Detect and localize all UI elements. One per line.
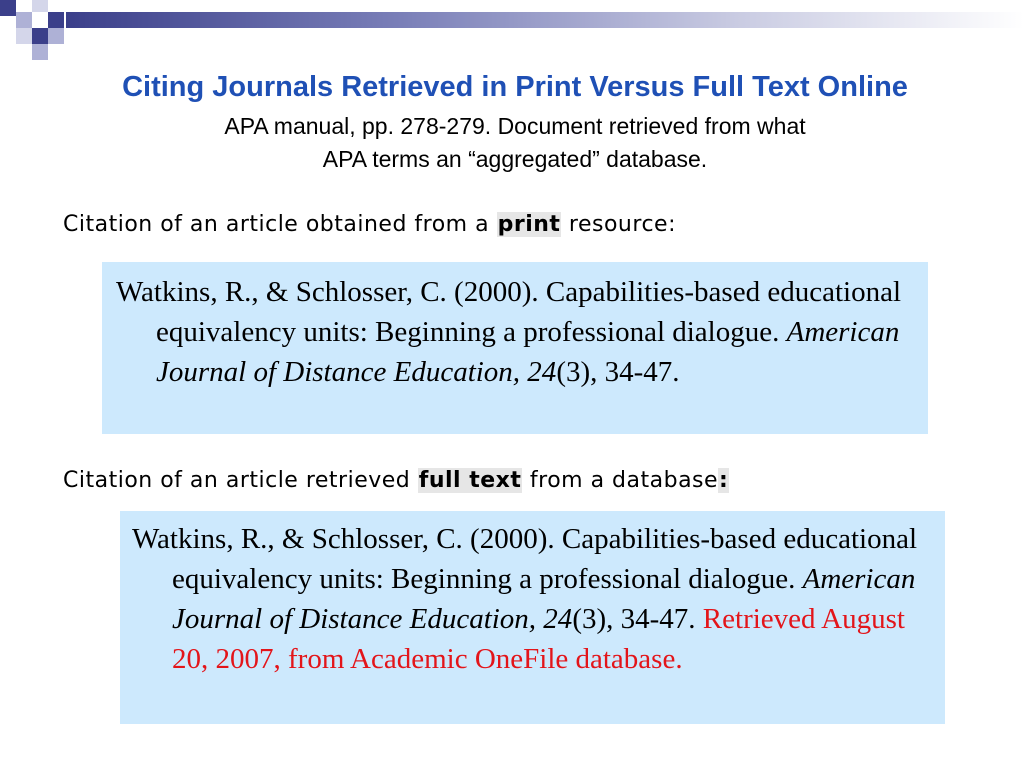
print-label-before: Citation of an article obtained from a (63, 212, 497, 237)
print-section-label (63, 212, 676, 237)
print-citation-issue-pages: (3), 34-47. (556, 356, 680, 388)
header-decoration (0, 0, 1024, 70)
fulltext-citation-retrieval: Retrieved August 20, 2007, from Academic OneFile database. (172, 603, 905, 675)
slide-subtitle (0, 110, 1024, 176)
deco-square (32, 0, 48, 12)
fulltext-label-emphasis: full text (418, 468, 522, 493)
print-citation-journal: American Journal of Distance Education, 24 (156, 316, 900, 388)
fulltext-label-after: from a database (522, 468, 719, 493)
header-bar (66, 12, 1024, 28)
deco-square (16, 28, 32, 44)
print-citation-box (102, 262, 928, 434)
print-label-emphasis: print (497, 212, 561, 237)
fulltext-label-before: Citation of an article retrieved (63, 468, 418, 493)
print-citation-authors-title: Watkins, R., & Schlosser, C. (2000). Capabilities-based educational equivalency units: Beginning a professional dialogue. (116, 276, 901, 348)
fulltext-citation (132, 519, 933, 679)
fulltext-citation-journal: American Journal of Distance Education, 24 (172, 563, 916, 635)
slide-title: Citing Journals Retrieved in Print Versus Full Text Online (122, 71, 908, 103)
deco-square (48, 28, 64, 44)
fulltext-section-label (63, 468, 729, 493)
deco-square (32, 44, 48, 60)
fulltext-label-colon: : (719, 468, 729, 493)
fulltext-citation-issue-pages: (3), 34-47. (572, 603, 703, 635)
deco-square (0, 0, 16, 16)
fulltext-citation-box (120, 511, 945, 724)
print-label-after: resource: (561, 212, 676, 237)
subtitle-line-2: APA terms an “aggregated” database. (322, 146, 708, 172)
deco-square (16, 12, 32, 28)
deco-square (32, 28, 48, 44)
print-citation (116, 272, 914, 392)
fulltext-citation-authors-title: Watkins, R., & Schlosser, C. (2000). Capabilities-based educational equivalency units: Beginning a professional dialogue. (132, 523, 917, 595)
subtitle-line-1: APA manual, pp. 278-279. Document retrieved from what (224, 113, 806, 139)
deco-square (48, 12, 64, 28)
